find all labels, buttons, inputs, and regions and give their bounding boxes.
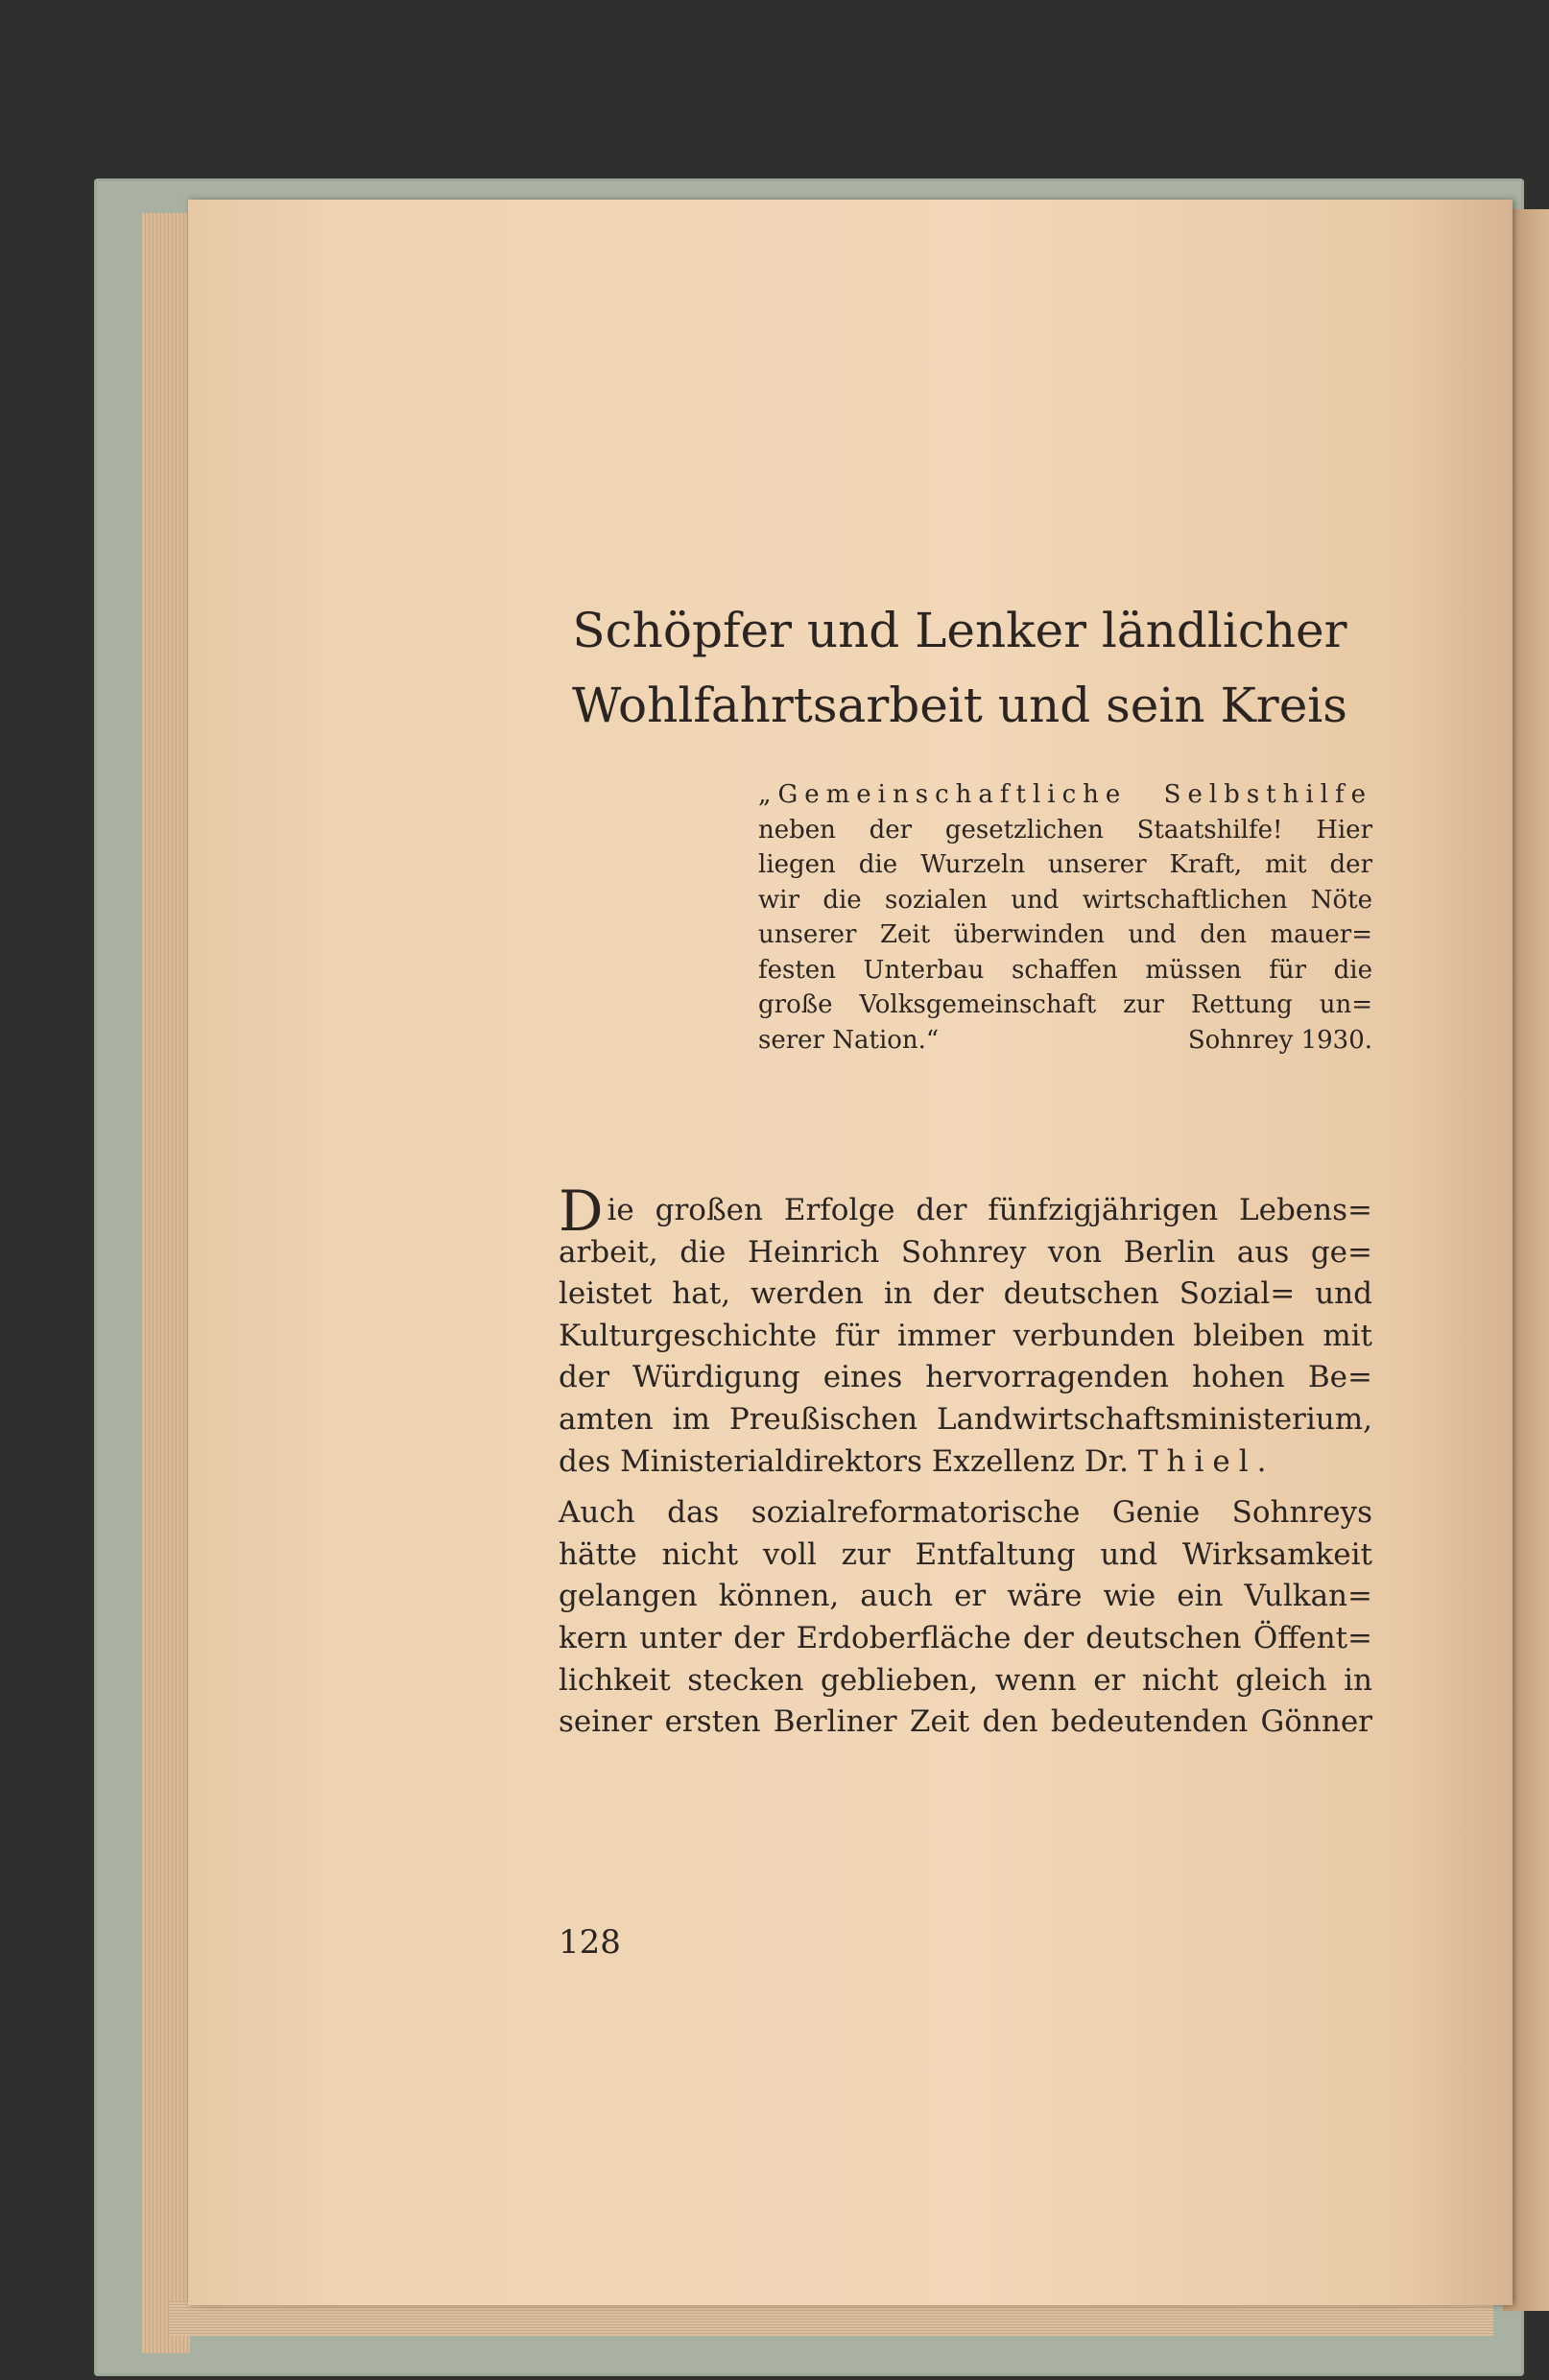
- chapter-title-line-2: Wohlfahrtsarbeit und sein Kreis: [572, 678, 1347, 733]
- chapter-title: [537, 593, 1382, 743]
- epigraph-last-line: [758, 1023, 1372, 1059]
- body-line-text: des Ministerialdirektors Exzellenz Dr.: [559, 1443, 1138, 1479]
- epigraph: [758, 777, 1372, 1058]
- paragraph-1: [559, 1178, 1372, 1483]
- body-line: amten im Preußischen Landwirtschaftsministerium,: [559, 1401, 1372, 1437]
- page-edges: [142, 213, 190, 2353]
- body-line: Auch das sozialreformatorische Genie Sohnreys: [559, 1495, 1372, 1531]
- body-line: arbeit, die Heinrich Sohnrey von Berlin aus ge=: [559, 1234, 1372, 1270]
- epigraph-line: wir die sozialen und wirtschaftlichen Nöte: [758, 885, 1372, 915]
- epigraph-attribution: Sohnrey 1930.: [1187, 1025, 1372, 1055]
- page-number: 128: [559, 1923, 621, 1962]
- drop-cap: D: [559, 1178, 604, 1244]
- body-line-text: ie großen Erfolge der fünfzigjährigen Lebens=: [607, 1193, 1372, 1227]
- epigraph-line: festen Unterbau schaffen müssen für die: [758, 955, 1372, 985]
- epigraph-line: serer Nation.“: [758, 1025, 940, 1055]
- epigraph-line: große Volksgemeinschaft zur Rettung un=: [758, 990, 1372, 1019]
- body-text: [559, 1178, 1372, 1744]
- body-line: der Würdigung eines hervorragenden hohen Be=: [559, 1360, 1372, 1395]
- page-bottom-edge: [169, 2301, 1493, 2336]
- epigraph-line: liegen die Wurzeln unserer Kraft, mit der: [758, 850, 1372, 879]
- chapter-title-line-1: Schöpfer und Lenker ländlicher: [572, 603, 1347, 658]
- body-line: kern unter der Erdoberfläche der deutschen Öffent=: [559, 1620, 1372, 1655]
- body-line: gelangen können, auch er wäre wie ein Vulkan=: [559, 1579, 1372, 1614]
- body-line: [559, 1178, 1372, 1244]
- epigraph-line: neben der gesetzlichen Staatshilfe! Hier: [758, 815, 1372, 845]
- paragraph-2: [559, 1492, 1372, 1744]
- body-line: Kulturgeschichte für immer verbunden bleiben mit: [559, 1318, 1372, 1353]
- epigraph-line: unserer Zeit überwinden und den mauer=: [758, 920, 1372, 949]
- body-line: [559, 1441, 1372, 1484]
- body-line: seiner ersten Berliner Zeit den bedeutenden Gönner: [559, 1704, 1372, 1740]
- body-line: hätte nicht voll zur Entfaltung und Wirksamkeit: [559, 1536, 1372, 1572]
- body-line: lichkeit stecken geblieben, wenn er nicht gleich in: [559, 1662, 1372, 1698]
- epigraph-line: „Gemeinschaftliche Selbsthilfe: [758, 780, 1372, 809]
- body-line: leistet hat, werden in der deutschen Sozial= und: [559, 1276, 1372, 1312]
- spaced-name: Thiel.: [1137, 1443, 1275, 1479]
